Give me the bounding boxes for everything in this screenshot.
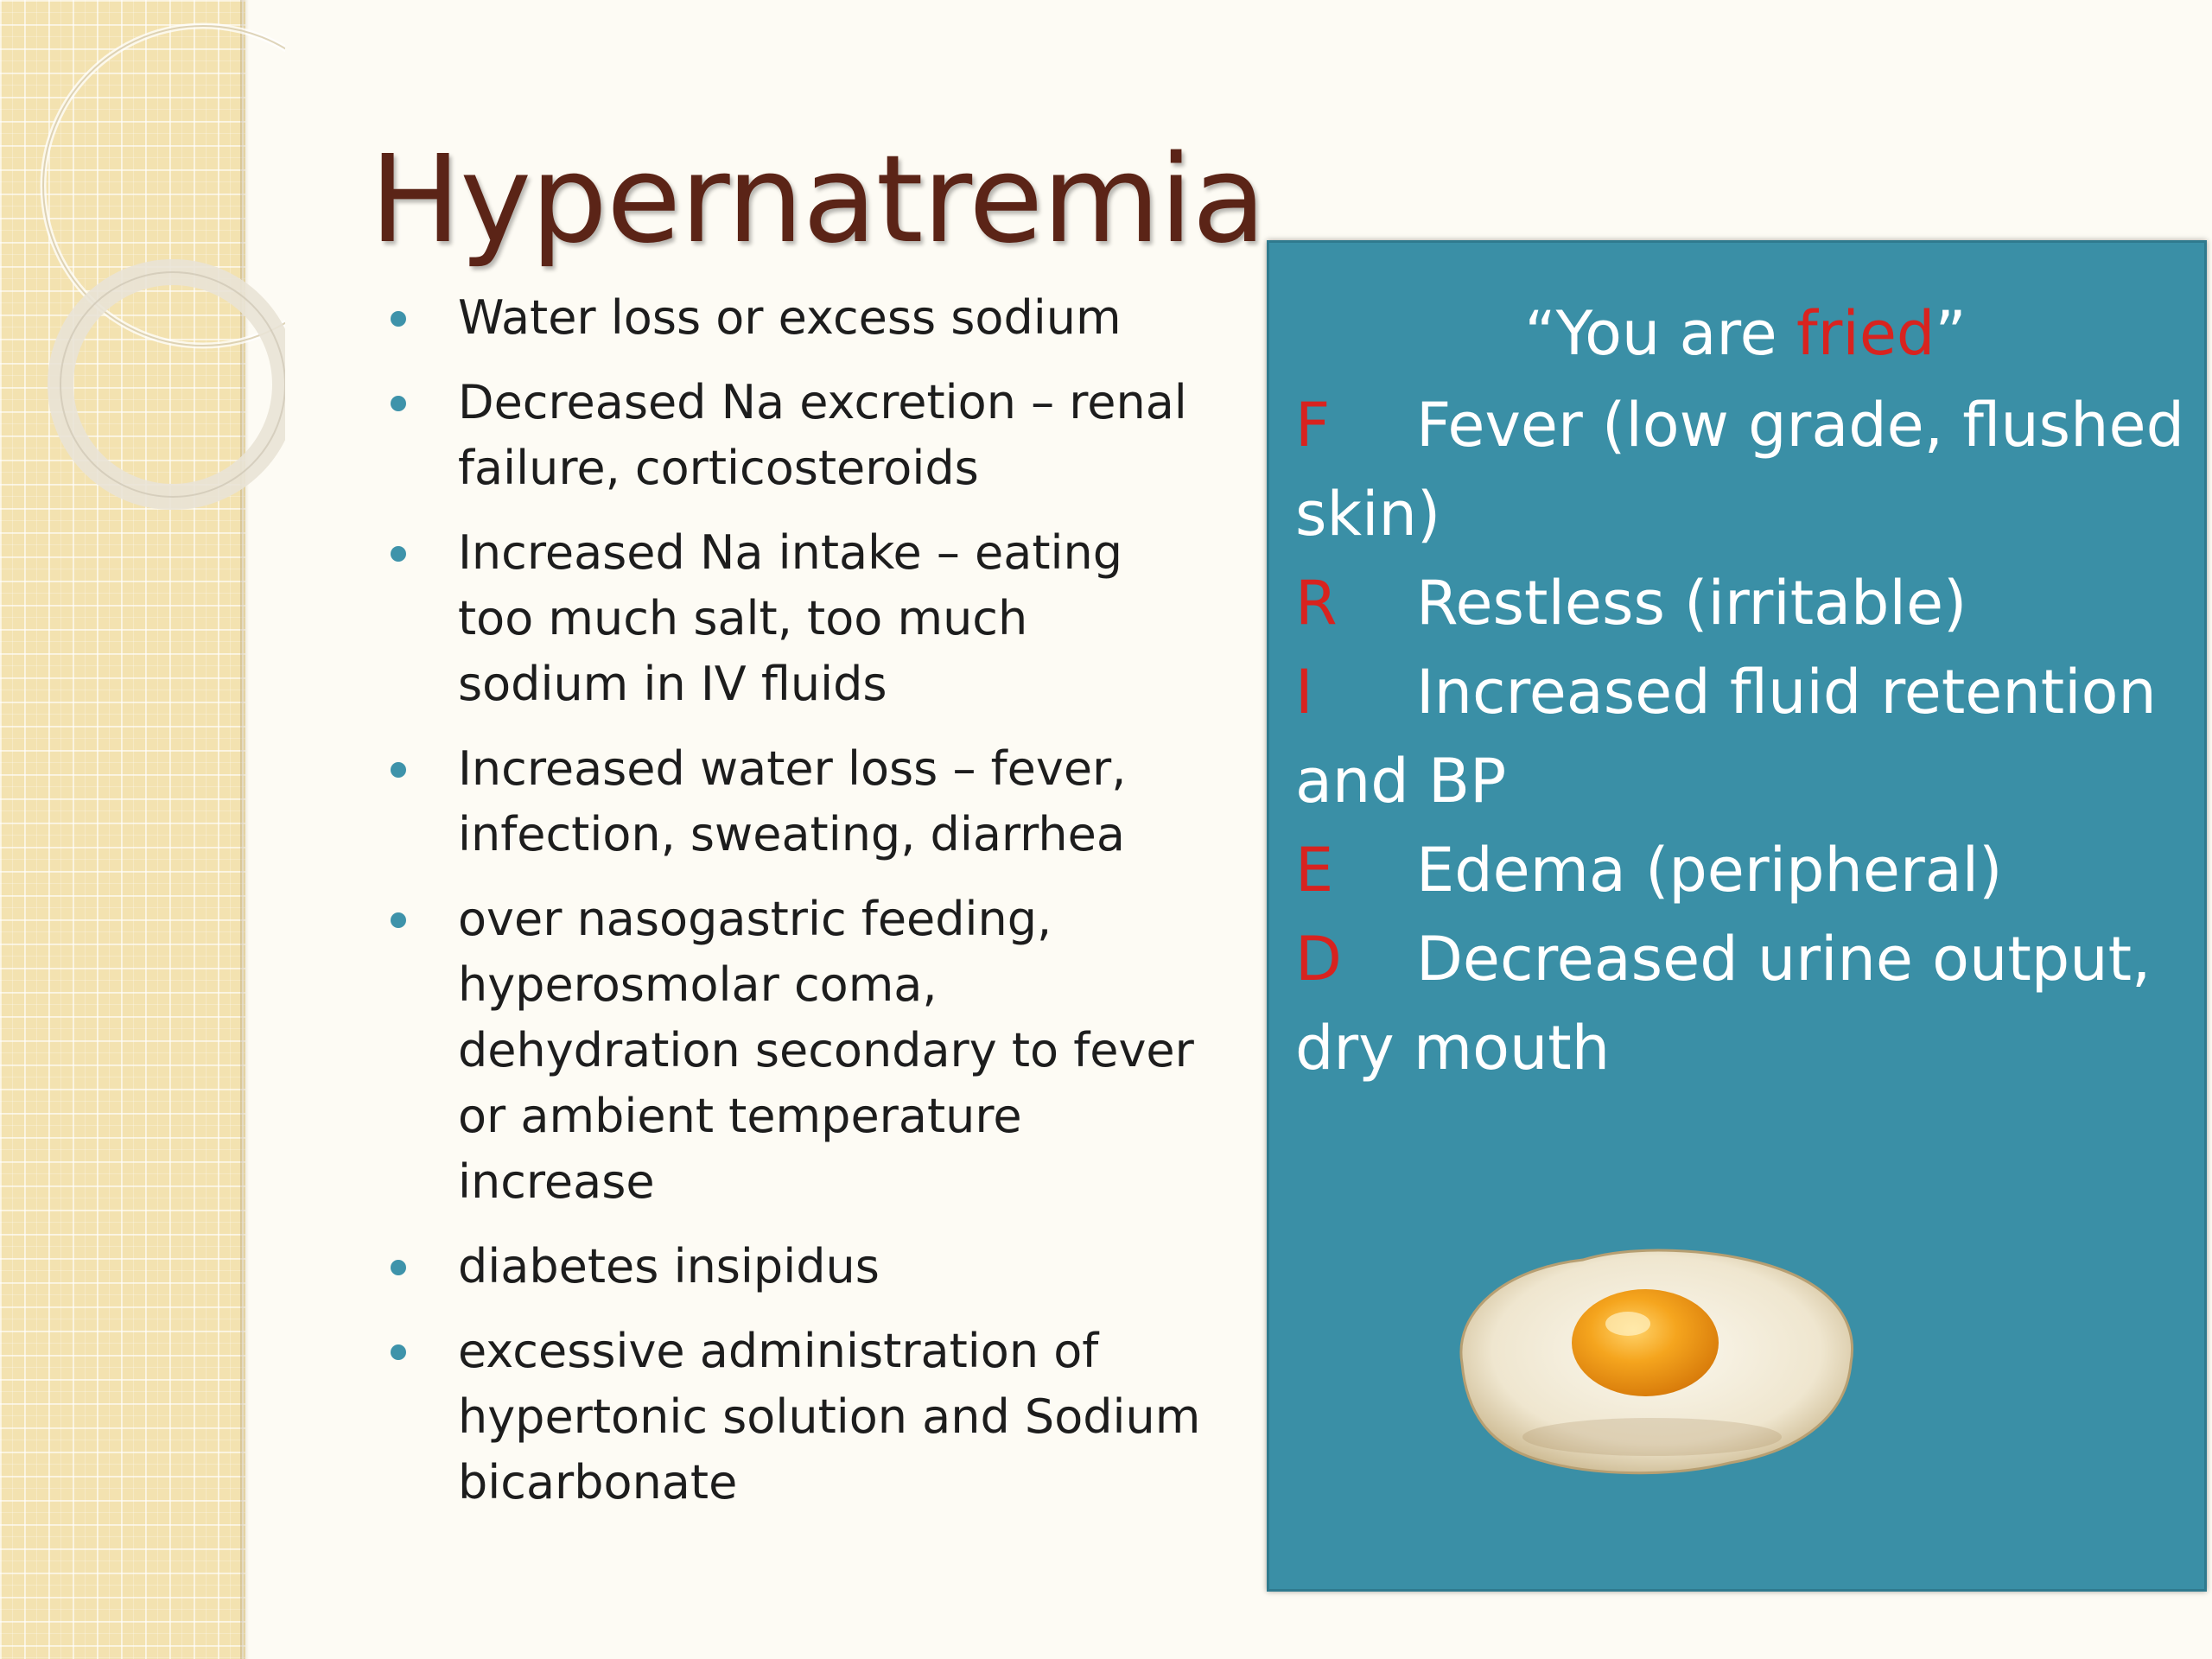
- bullet-dot-icon: [391, 311, 406, 327]
- mnemonic-continuation: and BP: [1295, 746, 1507, 817]
- mnemonic-letter: R: [1295, 568, 1338, 639]
- bullet-item: [389, 1234, 1210, 1300]
- mnemonic-text: Decreased urine output,: [1416, 924, 2152, 995]
- mnemonic-line: [1295, 381, 2194, 470]
- mnemonic-letter: D: [1295, 924, 1342, 995]
- mnemonic-continuation: dry mouth: [1295, 1013, 1611, 1084]
- mnemonic-letter: F: [1295, 390, 1331, 461]
- bullet-text: Increased Na intake – eating too much salt, too much sodium in IV fluids: [458, 525, 1122, 711]
- bullet-text: diabetes insipidus: [458, 1239, 880, 1294]
- bullet-text: over nasogastric feeding, hyperosmolar coma, dehydration secondary to fever or ambient temperature increase: [458, 892, 1194, 1209]
- bullet-text: Decreased Na excretion – renal failure, corticosteroids: [458, 375, 1187, 495]
- slide-title: Hypernatremia: [370, 130, 1266, 270]
- mnemonic-continuation: skin): [1295, 479, 1441, 550]
- mnemonic-text: Edema (peripheral): [1416, 835, 2003, 906]
- bullet-item: [389, 887, 1210, 1215]
- mnemonic-text: Fever (low grade, flushed: [1416, 390, 2185, 461]
- bullet-dot-icon: [391, 1260, 406, 1275]
- bullet-text: excessive administration of hypertonic solution and Sodium bicarbonate: [458, 1324, 1201, 1510]
- bullet-text: Water loss or excess sodium: [458, 290, 1122, 345]
- bullet-dot-icon: [391, 912, 406, 928]
- bullet-dot-icon: [391, 1344, 406, 1360]
- fried-egg-image: [1436, 1234, 1868, 1484]
- bullet-dot-icon: [391, 396, 406, 411]
- mnemonic-line: [1295, 826, 2194, 915]
- bullet-item: [389, 370, 1210, 501]
- mnemonic-heading-post: ”: [1935, 298, 1967, 369]
- bullet-text: Increased water loss – fever, infection, sweating, diarrhea: [458, 741, 1127, 861]
- bullet-item: [389, 736, 1210, 868]
- bullet-item: [389, 1319, 1210, 1516]
- mnemonic-line: [1295, 648, 2194, 737]
- mnemonic-text: Restless (irritable): [1416, 568, 1967, 639]
- mnemonic-letter: E: [1295, 835, 1334, 906]
- bullet-dot-icon: [391, 762, 406, 778]
- mnemonic-letter: I: [1295, 657, 1313, 728]
- mnemonic-line: [1295, 915, 2194, 1004]
- decorative-ring-icon: [0, 0, 285, 553]
- mnemonic-heading-highlight: fried: [1796, 298, 1936, 369]
- bullet-dot-icon: [391, 546, 406, 562]
- mnemonic-heading-pre: “You are: [1524, 298, 1796, 369]
- mnemonic-heading: [1269, 298, 2204, 369]
- mnemonic-text: Increased fluid retention: [1416, 657, 2157, 728]
- mnemonic-list: [1295, 381, 2194, 1093]
- bullet-list: [389, 285, 1210, 1535]
- bullet-item: [389, 285, 1210, 351]
- bullet-item: [389, 520, 1210, 717]
- mnemonic-line: [1295, 559, 2194, 648]
